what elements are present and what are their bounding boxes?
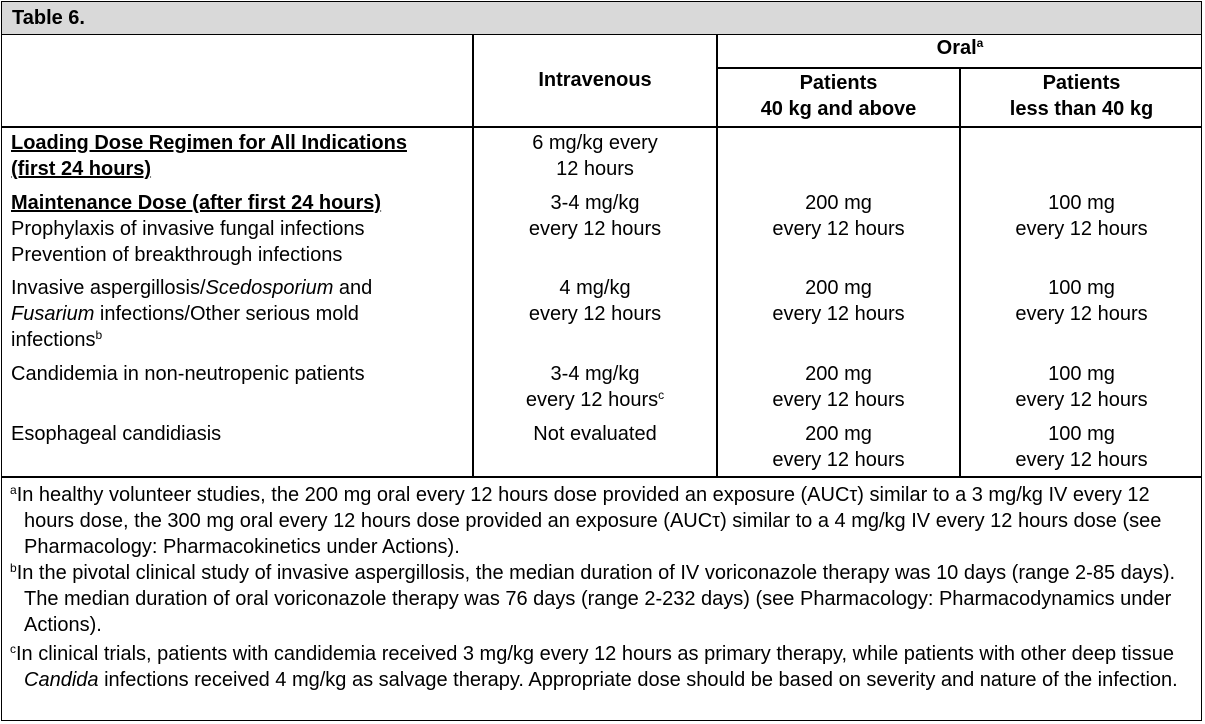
header-oral-lt40-line2: less than 40 kg xyxy=(1009,98,1154,120)
aspergillosis-iv-line1: 4 mg/kg xyxy=(559,277,631,299)
footnote-a-text: In healthy volunteer studies, the 200 mg oral every 12 hours dose provided an exposure (AUCτ) similar to a 3 mg/kg IV every 12 hours dose, the 300 mg oral every 12 hours dose provided an exposure (AUCτ) similar to a 4 mg/kg IV every 12 hours dose (see Pharmacology: Pharmacokinetics under Actions). xyxy=(16,484,1162,558)
footnote-b-mark: b xyxy=(10,561,17,575)
esophageal-iv xyxy=(474,421,716,447)
oral-header-rule xyxy=(716,67,1202,69)
esophageal-label-text: Esophageal candidiasis xyxy=(11,423,222,445)
header-intravenous xyxy=(474,67,716,93)
breakthrough-label: Prevention of breakthrough infections xyxy=(11,244,343,266)
candidemia-oral-40-line1: 200 mg xyxy=(805,363,872,385)
aspergillosis-oral-lt40 xyxy=(961,275,1202,327)
candidemia-footnote-mark: c xyxy=(658,388,665,402)
candidemia-oral-40 xyxy=(718,361,959,413)
prophylaxis-label: Prophylaxis of invasive fungal infections xyxy=(11,218,365,240)
aspergillosis-footnote-mark: b xyxy=(95,328,103,342)
loading-dose-iv xyxy=(474,130,716,182)
aspergillosis-label-c: and xyxy=(333,277,373,299)
footnote-c-text-2: infections received 4 mg/kg as salvage therapy. Appropriate dose should be based on severity and nature of the infection. xyxy=(98,669,1178,691)
esophageal-oral-lt40-line1: 100 mg xyxy=(1048,423,1115,445)
aspergillosis-oral-40-line2: every 12 hours xyxy=(772,303,905,325)
prophylaxis-iv xyxy=(474,190,716,242)
loading-dose-label-line2: (first 24 hours) xyxy=(11,158,152,180)
aspergillosis-label-line2 xyxy=(11,301,471,327)
aspergillosis-label-scedosporium: Scedosporium xyxy=(205,277,334,299)
candidemia-label xyxy=(11,361,471,387)
candidemia-oral-lt40-line2: every 12 hours xyxy=(1015,389,1148,411)
candidemia-iv-line2-text: every 12 hours xyxy=(525,389,659,411)
header-oral-40-line2: 40 kg and above xyxy=(760,98,917,120)
footnote-c-text-1: In clinical trials, patients with candidemia received 3 mg/kg every 12 hours as primary therapy, while patients with other deep tissue xyxy=(16,643,1174,665)
esophageal-oral-lt40 xyxy=(961,421,1202,473)
footnote-c-candida: Candida xyxy=(24,669,99,691)
aspergillosis-oral-40-line1: 200 mg xyxy=(805,277,872,299)
loading-dose-iv-line2: 12 hours xyxy=(556,158,634,180)
candidemia-oral-40-line2: every 12 hours xyxy=(772,389,905,411)
loading-dose-label xyxy=(11,130,471,182)
esophageal-oral-40 xyxy=(718,421,959,473)
header-oral xyxy=(718,35,1202,61)
prophylaxis-oral-40-line2: every 12 hours xyxy=(772,218,905,240)
table-title: Table 6. xyxy=(12,7,85,29)
candidemia-label-text: Candidemia in non-neutropenic patients xyxy=(11,363,365,385)
header-intravenous-text: Intravenous xyxy=(538,69,652,91)
header-oral-lt40-line1: Patients xyxy=(1042,72,1121,94)
footnote-a xyxy=(10,482,1195,560)
prophylaxis-oral-lt40-line2: every 12 hours xyxy=(1015,218,1148,240)
maintenance-dose-heading: Maintenance Dose (after first 24 hours) xyxy=(11,192,382,214)
aspergillosis-label-fusarium: Fusarium xyxy=(11,303,95,325)
loading-dose-iv-line1: 6 mg/kg every xyxy=(532,132,658,154)
candidemia-oral-lt40 xyxy=(961,361,1202,413)
footnote-b-text: In the pivotal clinical study of invasive aspergillosis, the median duration of IV voriconazole therapy was 10 days (range 2-85 days). The median duration of oral voriconazole therapy was 76 days (range 2-232 days) (see Pharmacology: Pharmacodynamics under Actions). xyxy=(16,562,1176,636)
candidemia-iv xyxy=(474,361,716,413)
col-divider-3 xyxy=(959,67,961,477)
esophageal-oral-40-line2: every 12 hours xyxy=(772,449,905,471)
footnote-c-mark: c xyxy=(10,642,16,656)
table-title-bar xyxy=(1,1,1202,35)
aspergillosis-label-f: infections xyxy=(11,329,96,351)
aspergillosis-oral-lt40-line1: 100 mg xyxy=(1048,277,1115,299)
prophylaxis-oral-lt40-line1: 100 mg xyxy=(1048,192,1115,214)
footnote-b xyxy=(10,560,1195,638)
footnote-a-mark: a xyxy=(10,483,17,497)
body-bottom-rule xyxy=(1,476,1202,478)
aspergillosis-iv xyxy=(474,275,716,327)
candidemia-iv-line1: 3-4 mg/kg xyxy=(550,363,640,385)
prophylaxis-oral-40-line1: 200 mg xyxy=(805,192,872,214)
aspergillosis-label-line3 xyxy=(11,327,471,353)
esophageal-oral-40-line1: 200 mg xyxy=(805,423,872,445)
footnote-c xyxy=(10,641,1195,693)
loading-dose-label-line1: Loading Dose Regimen for All Indications xyxy=(11,132,407,154)
esophageal-label xyxy=(11,421,471,447)
maintenance-block-label xyxy=(11,190,471,268)
header-bottom-rule xyxy=(1,126,1202,128)
esophageal-iv-text: Not evaluated xyxy=(533,423,657,445)
header-oral-40-line1: Patients xyxy=(799,72,878,94)
prophylaxis-iv-line2: every 12 hours xyxy=(528,218,662,240)
prophylaxis-oral-lt40 xyxy=(961,190,1202,242)
header-oral-40-and-above xyxy=(718,70,959,122)
header-oral-footnote-mark: a xyxy=(976,36,984,50)
aspergillosis-oral-lt40-line2: every 12 hours xyxy=(1015,303,1148,325)
header-oral-less-than-40 xyxy=(961,70,1202,122)
candidemia-oral-lt40-line1: 100 mg xyxy=(1048,363,1115,385)
candidemia-iv-line2 xyxy=(474,387,716,413)
header-oral-text: Oral xyxy=(936,37,977,59)
prophylaxis-oral-40 xyxy=(718,190,959,242)
aspergillosis-label xyxy=(11,275,471,353)
aspergillosis-oral-40 xyxy=(718,275,959,327)
esophageal-oral-lt40-line2: every 12 hours xyxy=(1015,449,1148,471)
aspergillosis-label-e: infections/Other serious mold xyxy=(94,303,359,325)
aspergillosis-label-line1 xyxy=(11,275,471,301)
aspergillosis-label-a: Invasive aspergillosis/ xyxy=(11,277,206,299)
prophylaxis-iv-line1: 3-4 mg/kg xyxy=(550,192,640,214)
aspergillosis-iv-line2: every 12 hours xyxy=(528,303,662,325)
